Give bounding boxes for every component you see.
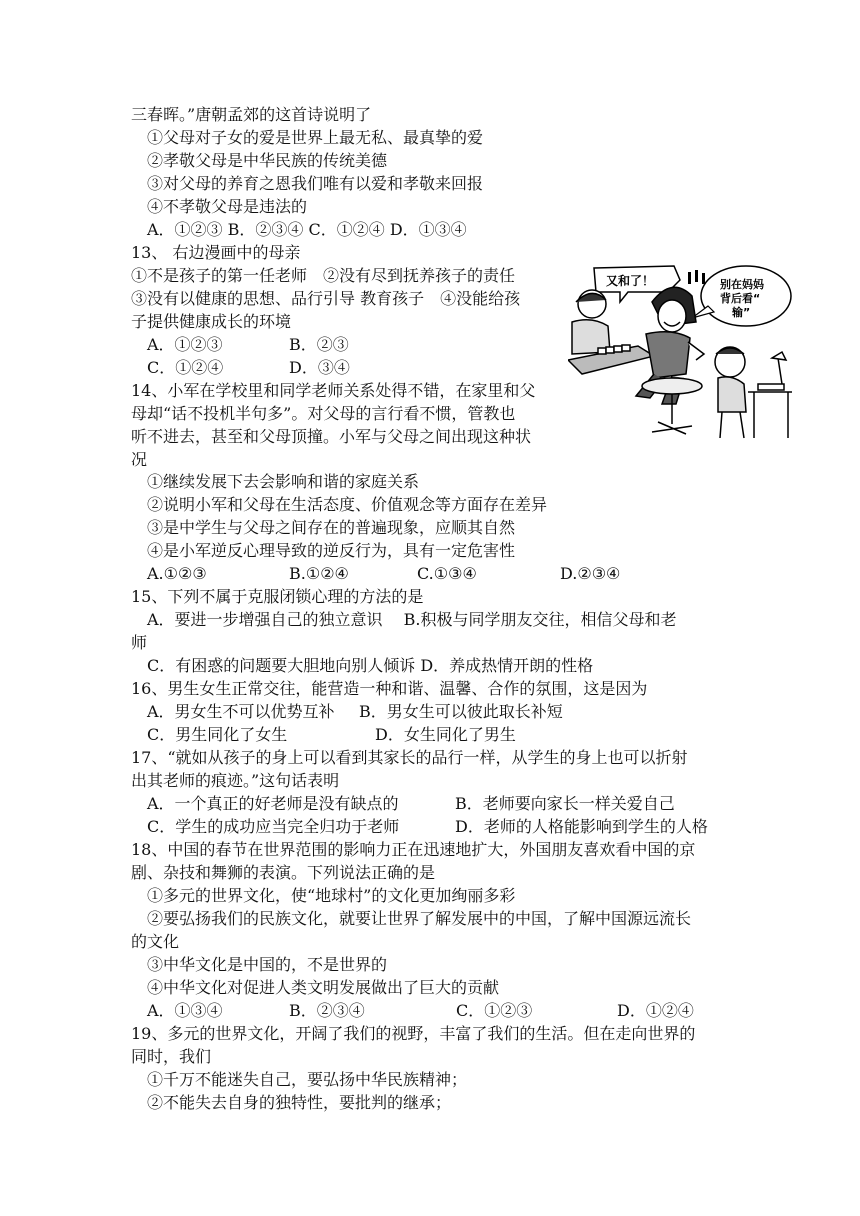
q18-option-2b: 的文化	[131, 932, 180, 951]
q14-choice-c: C.①③④	[417, 564, 477, 583]
bubble-right-line1: 别在妈妈	[720, 278, 764, 291]
q12-stem-end: 三春晖。”唐朝孟郊的这首诗说明了	[131, 105, 372, 124]
q14-stem-4: 况	[131, 450, 148, 469]
q12-choices: A．①②③ B．②③④ C．①②④ D．①③④	[147, 220, 467, 239]
q16-choice-a: A．男女生不可以优势互补	[147, 702, 335, 721]
q17-choice-a: A．一个真正的好老师是没有缺点的	[147, 794, 399, 813]
q15-stem: 15、下列不属于克服闭锁心理的方法的是	[131, 587, 424, 606]
speech-bubble-right	[692, 266, 791, 326]
q13-choice-b: B．②③	[289, 335, 349, 354]
q16-choice-d: D．女生同化了男生	[375, 725, 516, 744]
q18-choice-d: D．①②④	[617, 1001, 694, 1020]
q16-choice-b: B．男女生可以彼此取长补短	[359, 702, 563, 721]
q18-option-1: ①多元的世界文化，使“地球村”的文化更加绚丽多彩	[147, 886, 516, 905]
q18-stem-2: 剧、杂技和舞狮的表演。下列说法正确的是	[131, 863, 436, 882]
q15-choices-1: A．要进一步增强自己的独立意识 B.积极与同学朋友交往，相信父母和老	[147, 610, 677, 629]
q16-stem: 16、男生女生正常交往，能营造一种和谐、温馨、合作的氛围，这是因为	[131, 679, 648, 698]
q18-choice-c: C．①②③	[456, 1001, 533, 1020]
q14-stem-3: 听不进去，甚至和父母顶撞。小军与父母之间出现这种状	[131, 427, 532, 446]
bubble-left-text: 又和了！	[606, 274, 655, 288]
q12-option-1: ①父母对子女的爱是世界上最无私、最真挚的爱	[147, 128, 484, 147]
exclamation-marks	[688, 270, 705, 284]
q17-stem-1: 17、“就如从孩子的身上可以看到其家长的品行一样，从学生的身上也可以折射	[131, 748, 688, 767]
q17-choice-b: B．老师要向家长一样关爱自己	[455, 794, 675, 813]
q18-choice-a: A．①③④	[147, 1001, 223, 1020]
q14-stem-2: 母却“话不投机半句多”。对父母的言行看不惯，管教也	[131, 404, 516, 423]
q13-text-2: ③没有以健康的思想、品行引导 教育孩子 ④没能给孩	[131, 289, 521, 308]
q18-choice-b: B．②③④	[289, 1001, 365, 1020]
q19-stem-2: 同时，我们	[131, 1047, 212, 1066]
q13-text-1: ①不是孩子的第一任老师 ②没有尽到抚养孩子的责任	[131, 266, 516, 285]
mahjong-player-figure	[572, 290, 610, 354]
q13-choice-c: C．①②④	[147, 358, 224, 377]
q14-choice-b: B.①②④	[289, 564, 349, 583]
q12-option-2: ②孝敬父母是中华民族的传统美德	[147, 151, 388, 170]
q14-choice-d: D.②③④	[560, 564, 621, 583]
q15-choices-2: 师	[131, 633, 148, 652]
q19-stem-1: 19、多元的世界文化，开阔了我们的视野，丰富了我们的生活。但在走向世界的	[131, 1024, 696, 1043]
q18-option-3: ③中华文化是中国的，不是世界的	[147, 955, 388, 974]
q19-option-2: ②不能失去自身的独特性，要批判的继承；	[147, 1093, 452, 1112]
q14-choice-a: A.①②③	[147, 564, 207, 583]
boy-figure	[715, 347, 792, 438]
q18-stem-1: 18、中国的春节在世界范围的影响力正在迅速地扩大，外国朋友喜欢看中国的京	[131, 840, 696, 859]
q14-option-1: ①继续发展下去会影响和谐的家庭关系	[147, 472, 420, 491]
q13-choice-a: A．①②③	[147, 335, 223, 354]
bubble-right-line2: 背后看“	[720, 292, 761, 305]
q15-choices-3: C．有困惑的问题要大胆地向别人倾诉 D．养成热情开朗的性格	[147, 656, 594, 675]
q14-option-3: ③是中学生与父母之间存在的普遍现象，应顺其自然	[147, 518, 516, 537]
q16-choice-c: C．男生同化了女生	[147, 725, 288, 744]
q17-stem-2: 出其老师的痕迹。”这句话表明	[131, 771, 340, 790]
q12-option-4: ④不孝敬父母是违法的	[147, 197, 308, 216]
q13-text-3: 子提供健康成长的环境	[131, 312, 292, 331]
q14-option-2: ②说明小军和父母在生活态度、价值观念等方面存在差异	[147, 495, 548, 514]
q18-option-2a: ②要弘扬我们的民族文化，就要让世界了解发展中的中国，了解中国源远流长	[147, 909, 692, 928]
q18-option-4: ④中华文化对促进人类文明发展做出了巨大的贡献	[147, 978, 500, 997]
q17-choice-d: D．老师的人格能影响到学生的人格	[455, 817, 708, 836]
q17-choice-c: C．学生的成功应当完全归功于老师	[147, 817, 400, 836]
q14-option-4: ④是小军逆反心理导致的逆反行为，具有一定危害性	[147, 541, 516, 560]
q12-option-3: ③对父母的养育之恩我们唯有以爱和孝敬来回报	[147, 174, 484, 193]
bubble-right-line3: 输”	[732, 306, 751, 319]
q14-stem-1: 14、小军在学校里和同学老师关系处得不错，在家里和父	[131, 381, 536, 400]
q13-choice-d: D．③④	[289, 358, 350, 377]
cartoon-illustration	[568, 262, 796, 448]
q19-option-1: ①千万不能迷失自己，要弘扬中华民族精神；	[147, 1070, 468, 1089]
q13-stem: 13、 右边漫画中的母亲	[131, 243, 301, 262]
mother-figure	[636, 287, 704, 434]
